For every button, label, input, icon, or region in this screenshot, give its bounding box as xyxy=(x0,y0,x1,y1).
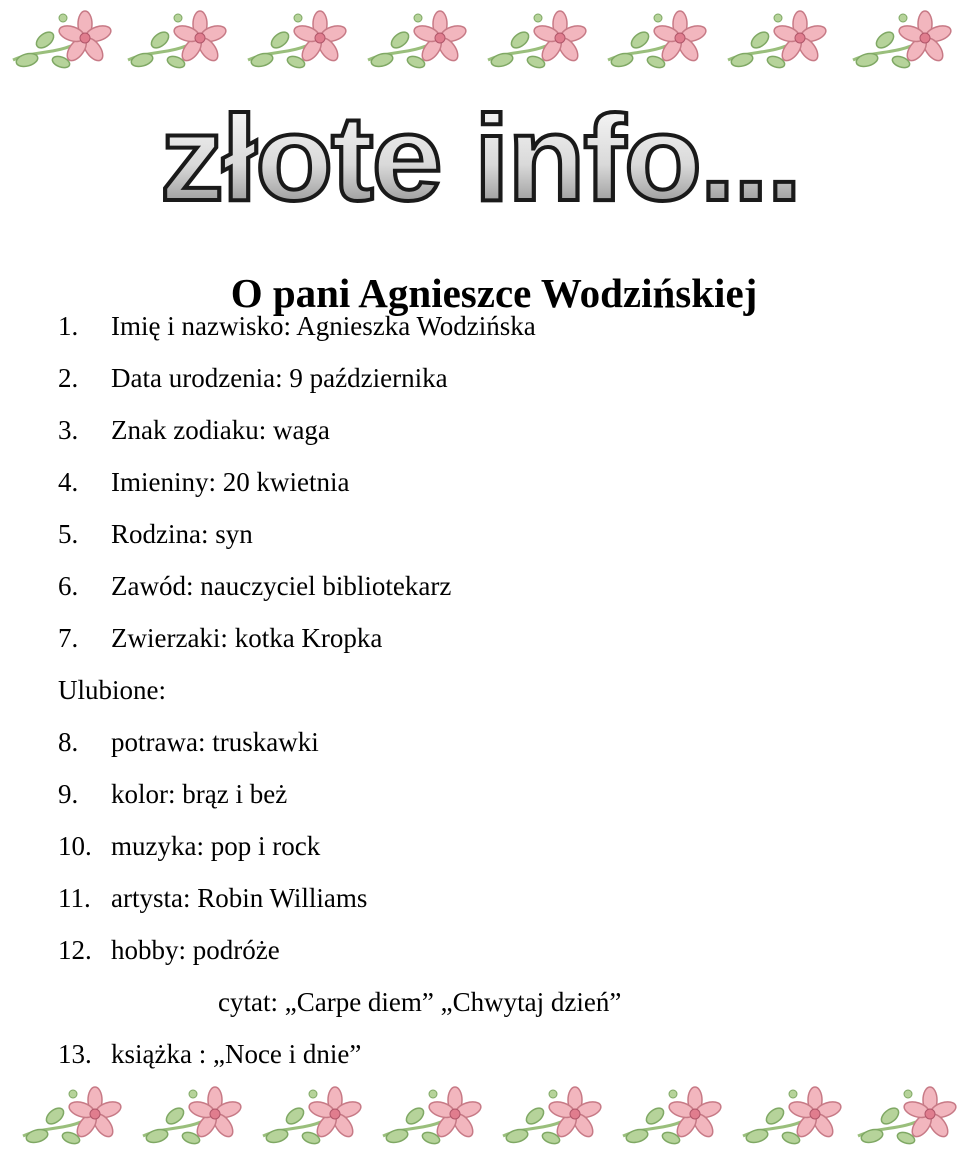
list-item xyxy=(58,356,938,408)
item-number: 5. xyxy=(58,519,79,549)
flower-icon xyxy=(503,1087,603,1146)
flower-icon xyxy=(13,11,113,70)
quote-line: cytat: „Carpe diem” „Chwytaj dzień” xyxy=(218,987,622,1017)
item-text: książka : „Noce i dnie” xyxy=(111,1039,362,1069)
flower-icon xyxy=(858,1087,958,1146)
item-number: 10. xyxy=(58,831,92,861)
item-number: 11. xyxy=(58,883,91,913)
item-text: Zwierzaki: kotka Kropka xyxy=(111,623,383,653)
flower-icon xyxy=(143,1087,243,1146)
bottom-flower-border xyxy=(0,1078,960,1168)
list-item xyxy=(58,876,938,928)
list-item xyxy=(58,824,938,876)
page-title: O pani Agnieszce Wodzińskiej xyxy=(230,270,758,317)
item-number: 1. xyxy=(58,311,79,341)
item-text: kolor: brąz i beż xyxy=(111,779,288,809)
item-number: 3. xyxy=(58,415,79,445)
flower-icon xyxy=(383,1087,483,1146)
item-text: muzyka: pop i rock xyxy=(111,831,321,861)
item-number: 2. xyxy=(58,363,79,393)
flower-icon xyxy=(368,11,468,70)
flower-icon xyxy=(623,1087,723,1146)
list-item xyxy=(58,720,938,772)
item-text: Data urodzenia: 9 października xyxy=(111,363,448,393)
flower-icon xyxy=(488,11,588,70)
item-number: 8. xyxy=(58,727,79,757)
item-number: 12. xyxy=(58,935,92,965)
list-item xyxy=(58,564,938,616)
item-text: Zawód: nauczyciel bibliotekarz xyxy=(111,571,452,601)
info-list xyxy=(58,304,938,1084)
list-item xyxy=(58,616,938,668)
item-number: 4. xyxy=(58,467,79,497)
item-number: 7. xyxy=(58,623,79,653)
flower-icon xyxy=(608,11,708,70)
item-number: 9. xyxy=(58,779,79,809)
flower-icon xyxy=(728,11,828,70)
flower-icon xyxy=(853,11,953,70)
flower-icon xyxy=(128,11,228,70)
item-number: 6. xyxy=(58,571,79,601)
logo-text: złote info... xyxy=(160,90,800,218)
flower-icon xyxy=(263,1087,363,1146)
item-text: potrawa: truskawki xyxy=(111,727,319,757)
item-text: Rodzina: syn xyxy=(111,519,253,549)
list-item xyxy=(58,928,938,980)
flower-icon xyxy=(248,11,348,70)
item-text: artysta: Robin Williams xyxy=(111,883,368,913)
list-item xyxy=(58,304,938,356)
flower-icon xyxy=(23,1087,123,1146)
list-item xyxy=(58,460,938,512)
top-flower-border xyxy=(0,0,960,90)
list-item xyxy=(58,1032,938,1084)
list-item xyxy=(58,772,938,824)
item-text: Imieniny: 20 kwietnia xyxy=(111,467,350,497)
flower-icon xyxy=(743,1087,843,1146)
item-number: 13. xyxy=(58,1039,92,1069)
logo-wordart xyxy=(150,88,810,218)
list-item xyxy=(58,408,938,460)
item-text: Imię i nazwisko: Agnieszka Wodzińska xyxy=(111,311,536,341)
favorites-heading: Ulubione: xyxy=(58,675,166,705)
list-item xyxy=(58,512,938,564)
item-text: Znak zodiaku: waga xyxy=(111,415,330,445)
item-text: hobby: podróże xyxy=(111,935,280,965)
